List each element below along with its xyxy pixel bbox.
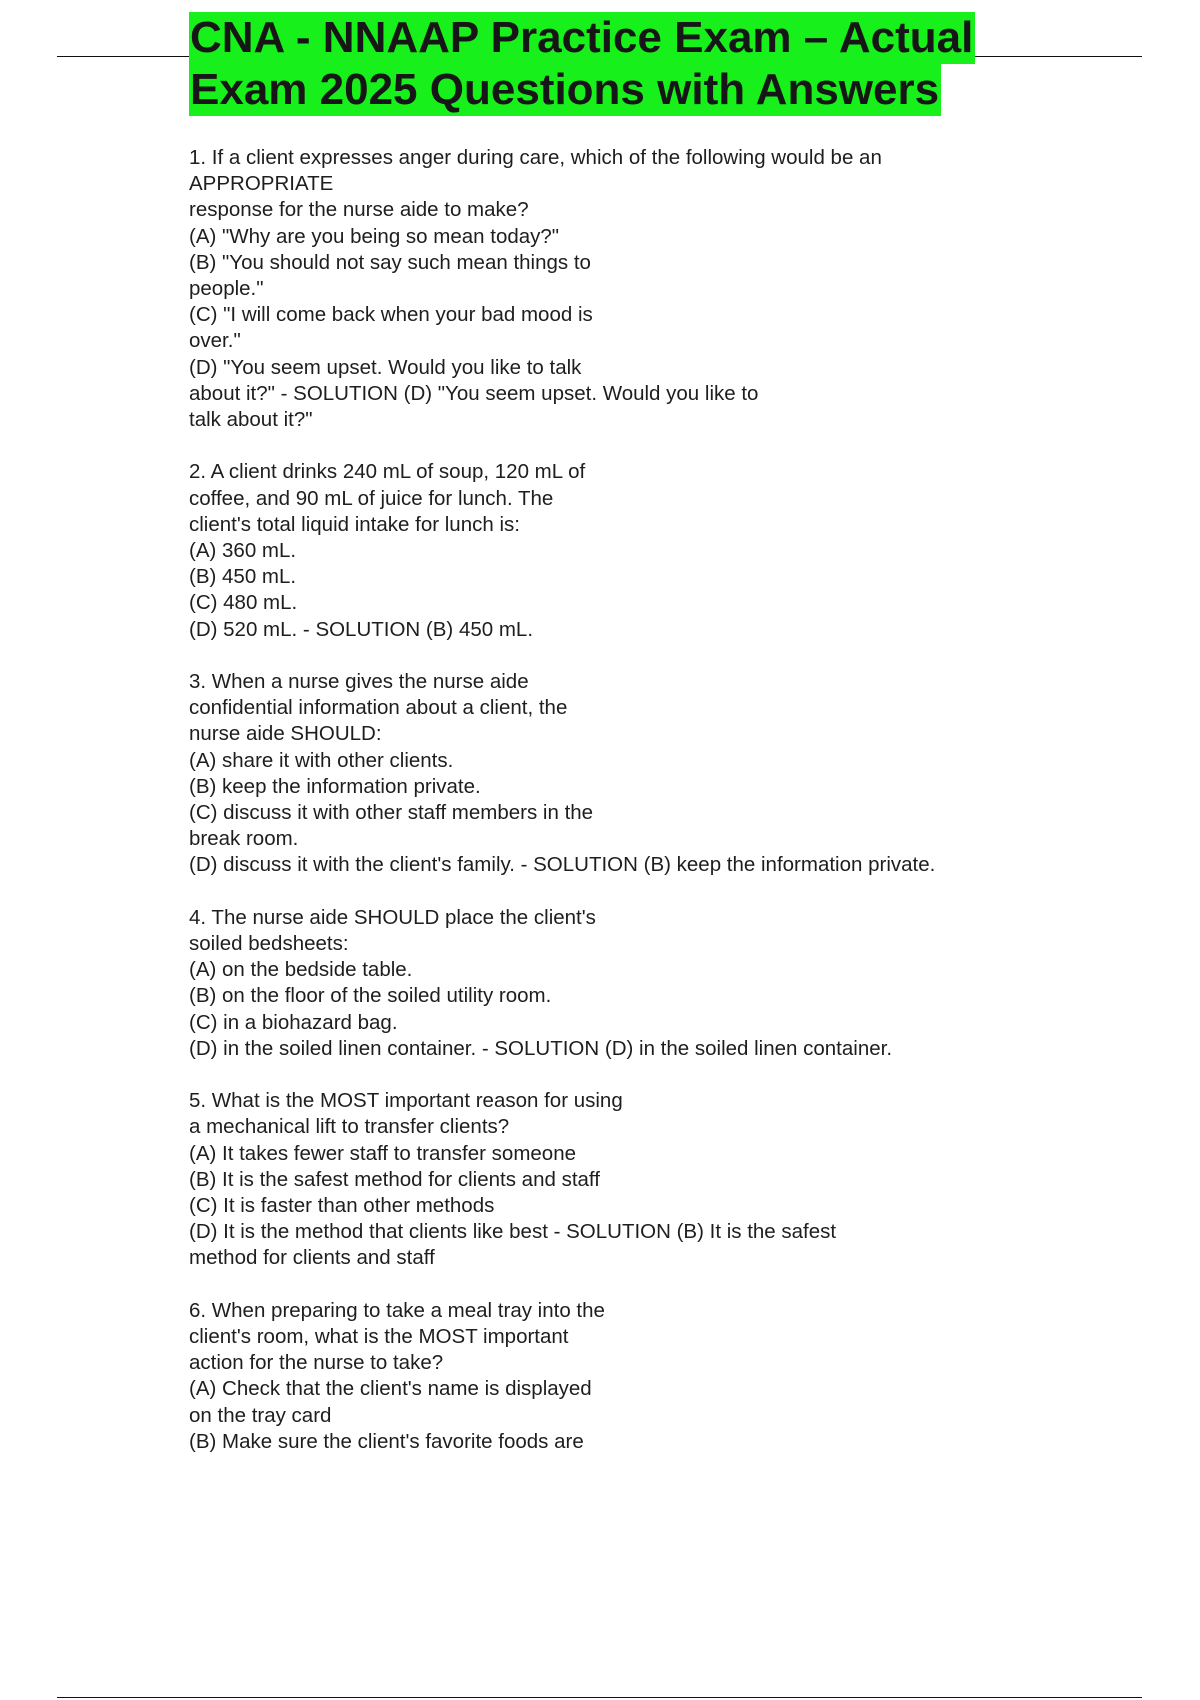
answer-option: (B) 450 mL. (189, 565, 297, 589)
question-line: confidential information about a client, the (189, 696, 568, 720)
question-line: soiled bedsheets: (189, 932, 349, 956)
question-5 (189, 1088, 1089, 1271)
solution-line: talk about it?" (189, 408, 313, 432)
solution-line: (D) discuss it with the client's family. - SOLUTION (B) keep the information private. (189, 853, 936, 877)
question-1 (189, 145, 1089, 433)
answer-option: people." (189, 277, 264, 301)
bottom-rule (57, 1697, 1142, 1698)
answer-option: (D) "You seem upset. Would you like to talk (189, 355, 582, 379)
question-3 (189, 669, 1089, 879)
question-line: APPROPRIATE (189, 172, 334, 196)
question-line: coffee, and 90 mL of juice for lunch. The (189, 486, 554, 510)
question-line: client's total liquid intake for lunch is: (189, 512, 520, 536)
answer-option: (A) It takes fewer staff to transfer someone (189, 1141, 577, 1165)
answer-option: (B) "You should not say such mean things to (189, 250, 591, 274)
title-line-1: CNA - NNAAP Practice Exam – Actual (190, 13, 974, 62)
question-line: 4. The nurse aide SHOULD place the client's (189, 905, 596, 929)
answer-option: over." (189, 329, 241, 353)
answer-option: (C) in a biohazard bag. (189, 1010, 398, 1034)
question-2 (189, 459, 1089, 642)
answer-option: (A) 360 mL. (189, 539, 297, 563)
answer-option: (C) 480 mL. (189, 591, 298, 615)
answer-option: (C) "I will come back when your bad mood is (189, 303, 593, 327)
question-line: response for the nurse aide to make? (189, 198, 529, 222)
question-line: 2. A client drinks 240 mL of soup, 120 mL of (189, 460, 586, 484)
question-line: a mechanical lift to transfer clients? (189, 1115, 510, 1139)
answer-option: (B) keep the information private. (189, 774, 481, 798)
question-line: 3. When a nurse gives the nurse aide (189, 670, 529, 694)
question-line: nurse aide SHOULD: (189, 722, 382, 746)
answer-option: (C) It is faster than other methods (189, 1194, 495, 1218)
question-line: 1. If a client expresses anger during care, which of the following would be an (189, 146, 882, 169)
solution-line: (D) in the soiled linen container. - SOLUTION (D) in the soiled linen container. (189, 1036, 893, 1060)
answer-option: (B) Make sure the client's favorite foods are (189, 1429, 584, 1453)
title-line-2: Exam 2025 Questions with Answers (190, 65, 940, 114)
question-line: action for the nurse to take? (189, 1351, 444, 1375)
answer-option: (A) share it with other clients. (189, 748, 454, 772)
solution-line: (D) It is the method that clients like best - SOLUTION (B) It is the safest (189, 1220, 837, 1244)
solution-line: (D) 520 mL. - SOLUTION (B) 450 mL. (189, 617, 534, 641)
question-6 (189, 1298, 1089, 1455)
document-title (189, 12, 1049, 116)
question-list (189, 145, 1089, 1481)
question-line: 5. What is the MOST important reason for using (189, 1089, 623, 1113)
solution-line: method for clients and staff (189, 1246, 435, 1270)
answer-option: break room. (189, 827, 299, 851)
answer-option: (C) discuss it with other staff members in the (189, 801, 594, 825)
answer-option: on the tray card (189, 1403, 332, 1427)
solution-line: about it?" - SOLUTION (D) "You seem upset. Would you like to (189, 381, 759, 405)
answer-option: (B) It is the safest method for clients and staff (189, 1167, 600, 1191)
question-4 (189, 905, 1089, 1062)
answer-option: (A) "Why are you being so mean today?" (189, 224, 560, 248)
answer-option: (A) Check that the client's name is displayed (189, 1377, 592, 1401)
question-line: 6. When preparing to take a meal tray into the (189, 1298, 605, 1322)
answer-option: (B) on the floor of the soiled utility room. (189, 984, 552, 1008)
answer-option: (A) on the bedside table. (189, 958, 413, 982)
question-line: client's room, what is the MOST important (189, 1325, 569, 1349)
